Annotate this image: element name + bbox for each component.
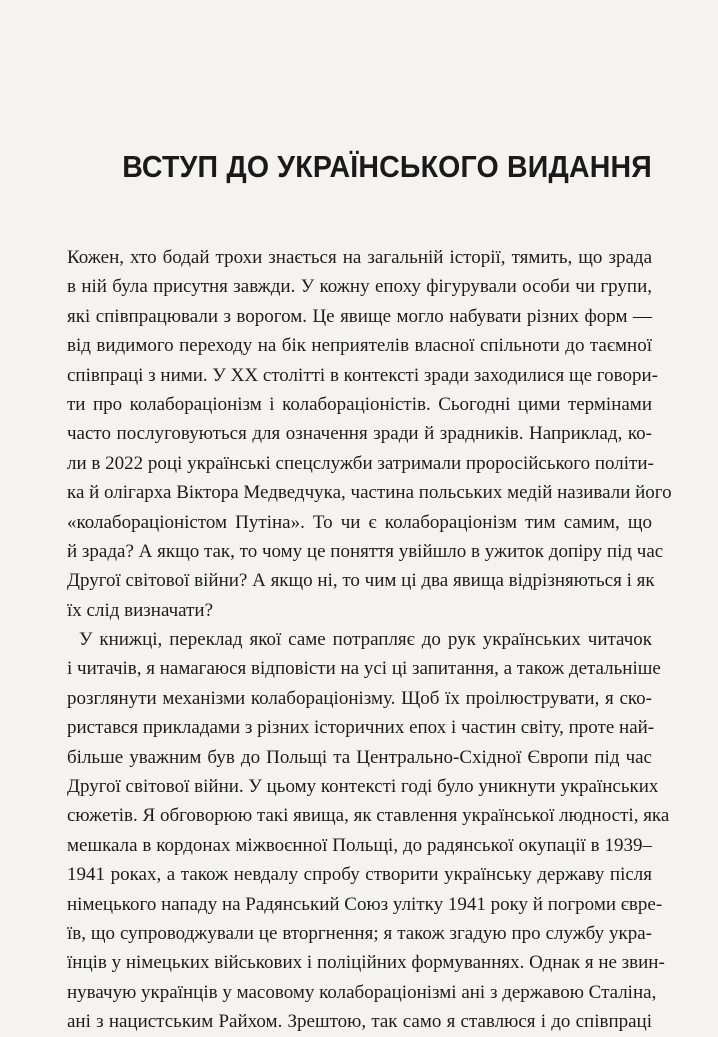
chapter-title: ВСТУП ДО УКРАЇНСЬКОГО ВИДАННЯ (122, 149, 653, 184)
text-line: Другої світової війни. У цьому контексті годі було уникнути українських (67, 776, 659, 798)
text-line: нувачую українців у масовому колабораціонізмі ані з державою Сталіна, (67, 981, 657, 1003)
text-line: ристався прикладами з різних історичних епох і частин світу, проте най- (67, 717, 655, 739)
text-line: їх слід визначати? (67, 599, 214, 621)
text-line: сюжетів. Я обговорюю такі явища, як ставлення української людності, яка (67, 805, 670, 827)
text-line: їв, що супроводжували це вторгнення; я також згадую про службу укра- (67, 922, 652, 944)
text-line: У книжці, переклад якої саме потрапляє до рук українських читачок (79, 629, 652, 651)
text-line: від видимого переходу на бік неприятелів власної спільноти до таємної (67, 335, 652, 357)
text-line: Другої світової війни? А якщо ні, то чим ці два явища відрізняються і як (67, 570, 655, 592)
text-line: «колабораціоністом Путіна». То чи є колабораціонізм тим самим, що (67, 511, 652, 533)
text-line: ли в 2022 році українські спецслужби затримали проросійського політи- (67, 452, 654, 474)
text-line: ти про колабораціонізм і колабораціоністів. Сьогодні цими термінами (67, 393, 652, 415)
text-line: часто послуговуються для означення зради й зрадників. Наприклад, ко- (67, 423, 652, 445)
text-line: Кожен, хто бодай трохи знається на загальній історії, тямить, що зрада (67, 247, 652, 268)
text-line: співпраці з ними. У XX столітті в контексті зради заходилися ще говори- (67, 364, 658, 386)
text-line: розглянути механізми колабораціонізму. Щоб їх проілюструвати, я ско- (67, 687, 652, 709)
text-line: 1941 роках, а також невдалу спробу створити українську державу після (67, 864, 652, 886)
text-line: які співпрацювали з ворогом. Це явище могло набувати різних форм — (67, 305, 652, 327)
text-line: німецького нападу на Радянський Союз улітку 1941 року й погроми євре- (67, 893, 663, 915)
text-line: більше уважним був до Польщі та Центрально-Східної Європи під час (67, 746, 652, 768)
text-line: й зрада? А якщо так, то чому це поняття увійшло в ужиток допіру під час (67, 540, 664, 562)
text-line: ані з нацистським Райхом. Зрештою, так само я ставлюся і до співпраці (67, 1011, 652, 1033)
text-line: в ній була присутня завжди. У кожну епоху фігурували особи чи групи, (67, 276, 652, 298)
text-line: їнців у німецьких військових і поліційних формуваннях. Однак я не звин- (67, 952, 665, 974)
text-line: мешкала в кордонах міжвоєнної Польщі, до радянської окупації в 1939– (67, 834, 652, 856)
text-line: і читачів, я намагаюся відповісти на усі ці запитання, а також детальніше (67, 658, 661, 680)
text-line: ка й олігарха Віктора Медведчука, частина польських медій називали його (67, 482, 672, 504)
body-text (67, 243, 672, 1037)
